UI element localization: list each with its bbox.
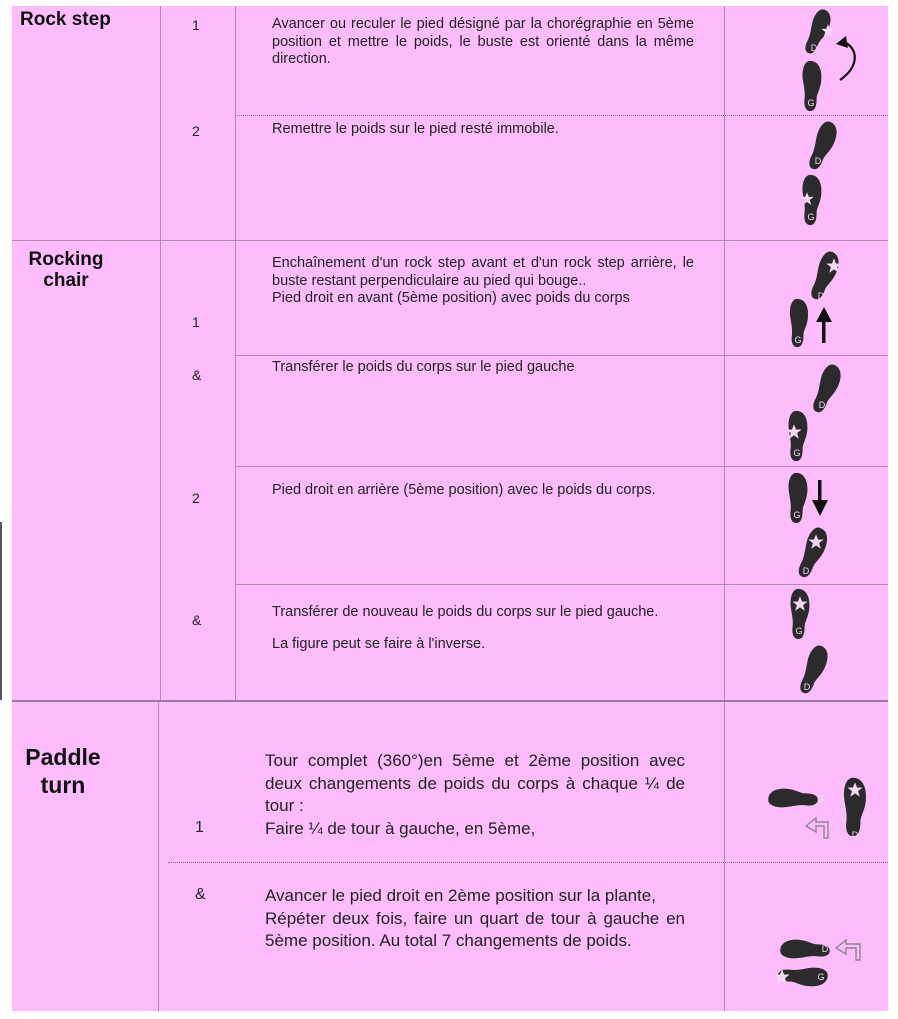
foot-left-icon [803, 61, 822, 111]
step-count: & [192, 367, 202, 383]
foot-label: D [803, 682, 811, 692]
section-title-rock-step: Rock step [20, 9, 111, 30]
turn-left-arrow-icon [836, 940, 860, 960]
foot-label: G [793, 448, 801, 458]
foot-label: D [851, 830, 859, 840]
foot-label: D [818, 400, 826, 410]
arrow-up-icon [816, 307, 832, 343]
foot-right-icon [802, 7, 834, 56]
step-count: & [192, 612, 202, 628]
section-title-paddle-turn: Paddle turn [25, 744, 101, 798]
section-title-rocking-chair: Rocking chair [28, 249, 104, 291]
column-divider-1 [160, 6, 161, 701]
foot-label: G [817, 972, 825, 982]
foot-right-icon [808, 249, 843, 303]
step-count: 2 [192, 490, 200, 506]
turn-left-arrow-icon [806, 818, 828, 838]
step-description: Transférer de nouveau le poids du corps sur le pied gauche. La figure peut se faire à l'inverse. [272, 604, 659, 652]
foot-right-icon [844, 778, 866, 840]
step-count: 1 [192, 17, 200, 33]
step-description: Tour complet (360°)en 5ème et 2ème position avec deux changements de poids du corps à chaque ¼ de tour : Faire ¼ de tour à gauche, en 5ème, [265, 751, 685, 838]
dance-steps-table [12, 6, 888, 1011]
foot-right-icon [810, 362, 845, 416]
step-count: & [195, 886, 206, 903]
foot-left-icon [801, 175, 822, 225]
column-divider-1b [158, 701, 159, 1011]
step-count: 1 [192, 314, 200, 330]
foot-label: G [794, 335, 802, 345]
foot-label: D [821, 944, 829, 954]
step-count: 2 [192, 123, 200, 139]
step-description: Pied droit en arrière (5ème position) avec le poids du corps. [272, 482, 656, 498]
foot-label: G [807, 98, 815, 108]
foot-label: D [802, 566, 810, 576]
step-description: Remettre le poids sur le pied resté immobile. [272, 121, 559, 137]
step-description: Avancer ou reculer le pied désigné par la chorégraphie en 5ème position et mettre le poids, le buste est orienté dans la même direction. [272, 16, 694, 67]
foot-left-icon [768, 789, 824, 808]
step-description: Enchaînement d'un rock step avant et d'un rock step arrière, le buste restant perpendiculaire au pied qui bouge.. Pied droit en avant (5ème position) avec poids du corps [272, 255, 694, 306]
foot-left-icon [789, 473, 808, 523]
foot-label: D [814, 156, 822, 166]
foot-right-icon [795, 525, 831, 581]
foot-label: D [810, 43, 818, 53]
left-margin-rule [0, 522, 2, 700]
foot-label: D [817, 291, 825, 301]
step-count: 1 [195, 819, 204, 836]
step-description: Transférer le poids du corps sur le pied gauche [272, 359, 575, 375]
foot-left-icon [775, 968, 828, 987]
foot-right-icon [780, 940, 830, 959]
foot-diagrams [724, 6, 888, 1011]
foot-left-icon [791, 589, 810, 639]
foot-label: G [795, 626, 803, 636]
arrow-head [836, 36, 848, 48]
foot-right-icon [797, 643, 832, 697]
foot-label: G [793, 510, 801, 520]
foot-left-icon [790, 299, 808, 347]
foot-left-icon [787, 411, 808, 461]
column-divider-2 [235, 6, 236, 701]
step-description: Avancer le pied droit en 2ème position sur la plante, Répéter deux fois, faire un quart de tour à gauche en 5ème position. Au total 7 changements de poids. [265, 886, 685, 950]
arrow-down-icon [812, 480, 828, 516]
foot-label: G [817, 794, 825, 804]
foot-right-icon [806, 119, 841, 173]
foot-label: G [807, 212, 815, 222]
